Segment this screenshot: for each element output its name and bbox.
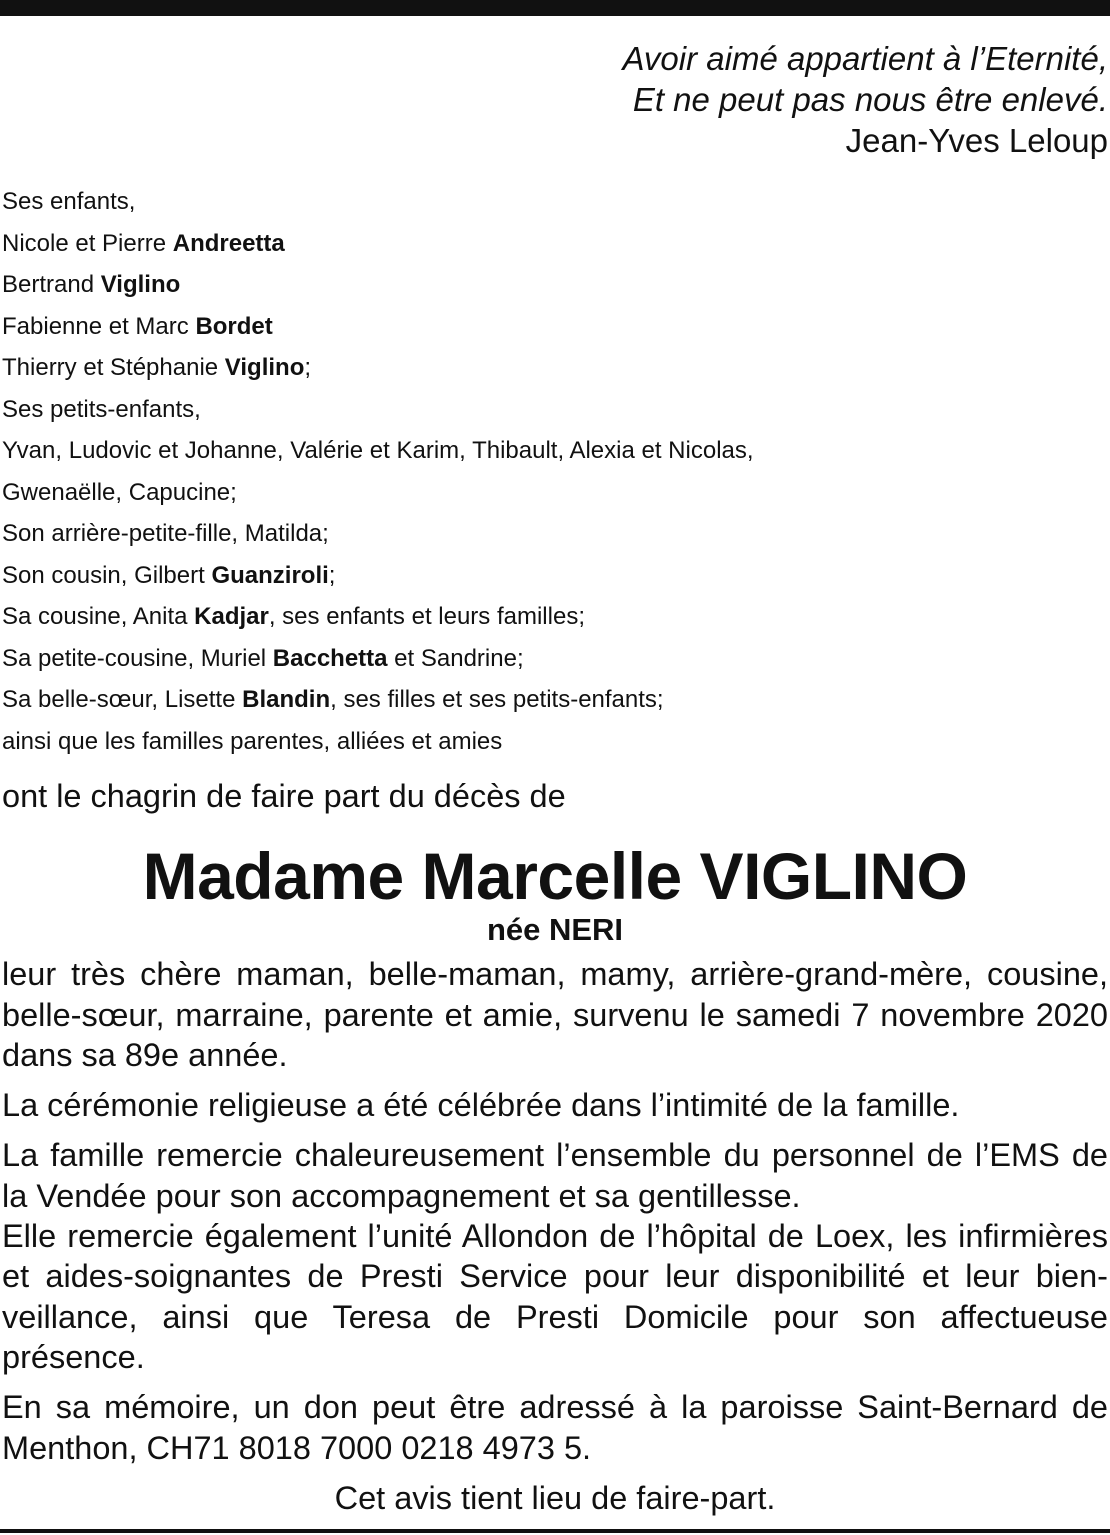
- family-line: Ses petits-enfants,: [2, 395, 201, 423]
- epigraph-author: Jean-Yves Leloup: [845, 122, 1108, 159]
- ceremony-paragraph: La cérémonie religieuse a été célébrée dans l’intimité de la famille.: [2, 1087, 960, 1124]
- notice-content: [2, 38, 1108, 1518]
- family-line: Nicole et Pierre Andreetta: [2, 229, 285, 257]
- family-list: [2, 181, 1108, 762]
- family-line: Sa petite-cousine, Muriel Bacchetta et Sandrine;: [2, 644, 524, 672]
- maiden-name: née NERI: [486, 912, 624, 948]
- family-line: Gwenaëlle, Capucine;: [2, 478, 237, 506]
- family-line: Son arrière-petite-fille, Matilda;: [2, 520, 329, 547]
- bottom-rule: [0, 1529, 1110, 1533]
- thanks-paragraph-2: Elle remercie également l’unité Allondon de l’hôpital de Loex, les infirmières et aides-soignantes de Presti Service pour leur disponibilité et leur bien-veillance, ainsi que Teresa de Presti Domicile pour son affectueuse présence.: [2, 1218, 1108, 1375]
- tribute-paragraph: leur très chère maman, belle-maman, mamy, arrière-grand-mère, cousine, belle-sœur, marraine, parente et amie, survenu le samedi 7 novembre 2020 dans sa 89e année.: [2, 956, 1108, 1073]
- family-line: Thierry et Stéphanie Viglino;: [2, 354, 312, 381]
- family-line: Sa belle-sœur, Lisette Blandin, ses filles et ses petits-enfants;: [2, 686, 664, 713]
- family-line: ainsi que les familles parentes, alliées et amies: [2, 727, 503, 755]
- family-line: Ses enfants,: [2, 188, 136, 215]
- family-line: Son cousin, Gilbert Guanziroli;: [2, 561, 336, 589]
- announcement-intro: ont le chagrin de faire part du décès de: [2, 778, 566, 814]
- family-line: Yvan, Ludovic et Johanne, Valérie et Karim, Thibault, Alexia et Nicolas,: [2, 437, 754, 464]
- epigraph-line-2: Et ne peut pas nous être enlevé.: [632, 81, 1108, 118]
- donation-paragraph: En sa mémoire, un don peut être adressé à la paroisse Saint-Bernard de Menthon, CH71 8018 7000 0218 4973 5.: [2, 1389, 1108, 1466]
- thanks-paragraph-1: La famille remercie chaleureusement l’ensemble du personnel de l’EMS de la Vendée pour son accompagnement et sa gentillesse.: [2, 1137, 1108, 1214]
- top-rule: [0, 0, 1110, 16]
- family-line: Bertrand Viglino: [2, 271, 181, 298]
- closing-line: Cet avis tient lieu de faire-part.: [334, 1479, 776, 1516]
- family-line: Sa cousine, Anita Kadjar, ses enfants et leurs familles;: [2, 603, 585, 630]
- epigraph-line-1: Avoir aimé appartient à l’Eternité,: [622, 40, 1108, 77]
- family-line: Fabienne et Marc Bordet: [2, 312, 273, 340]
- deceased-name: Madame Marcelle VIGLINO: [142, 839, 968, 914]
- epigraph: [2, 38, 1108, 161]
